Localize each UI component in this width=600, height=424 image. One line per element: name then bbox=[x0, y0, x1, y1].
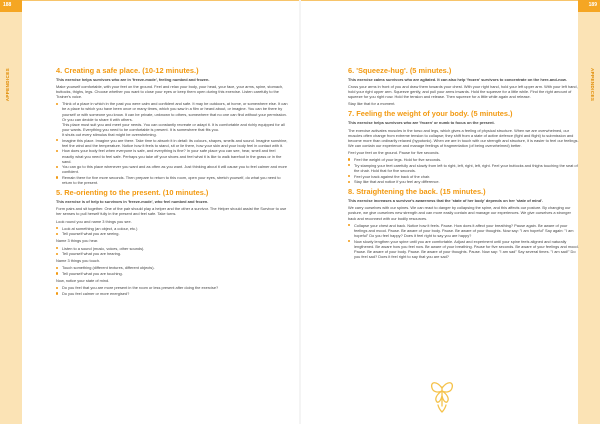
section-7-list bbox=[348, 157, 580, 184]
section-7-paragraph: The exercise activates muscles in the torso and legs, which gives a feeling of physical structure. When we are overwhelmed, our muscles often change from extreme tension to collapse; they shift from a state of active defence (fight and flight) to submission and become more than ordinarily relaxed (hypotonic). When we are in touch with our strength and structure, it is easier to feel our feelings. We can contain our experience and manage feelings of fragmentation (of being overwhelmed) better. bbox=[348, 127, 579, 148]
section-5-paragraph: Form pairs and sit together. One of the pair should play a helper and the other a survivor. The Helper should assist the Survivor to use her senses to pull herself fully in the present and feel safe. Take turns. bbox=[56, 206, 287, 217]
section-6-title: 6. 'Squeeze-hug'. (5 minutes.) bbox=[348, 66, 452, 75]
list-item: Look at something (an object, a colour, etc.) bbox=[56, 226, 288, 231]
list-item: Feel your back against the back of the chair. bbox=[348, 174, 580, 179]
section-4-intro: This exercise helps survivors who are in 'freeze-mode', feeling numbed and frozen. bbox=[56, 77, 210, 82]
list-item: Try stamping your feet carefully and slowly from left to right, left, right, left, right. Feel your buttocks and thighs touching the seat of the chair. Hold that for five seconds. bbox=[348, 163, 580, 173]
right-sidebar bbox=[578, 12, 600, 424]
section-4-list bbox=[56, 101, 288, 185]
left-page-number: 188 bbox=[3, 2, 12, 8]
list-item: Imagine this place. Imagine you are there. Take time to absorb it in detail: its colours, shapes, smells and sound. Imagine sunshine, feel the wind and the temperature. Notice how it feels to stand, sit or lie there, how your skin and your body feel in contact with it. bbox=[56, 138, 288, 148]
section-5-intro: This exercise is of help to survivors in 'freeze-mode', who feel numbed and frozen. bbox=[56, 199, 209, 205]
section-8-paragraph: We carry ourselves with our spines. We can react to danger by collapsing the spine, and this affects our posture. By changing our posture, we give ourselves new strength and can more easily contain and manage our experiences. We give ourselves a stronger back and reconnect with our bodily resources. bbox=[348, 205, 571, 221]
section-5-list-see bbox=[56, 226, 288, 237]
list-item: How does your body feel when everyone is safe, and everything is fine? In your safe place you can see, hear, smell and feel exactly what you need to feel safe. Perhaps you take off your shoes and feel what it is like to walk barefoot in the grass or in the sand. bbox=[56, 148, 288, 163]
section-5-prompt: Look round you and name 3 things you see. bbox=[56, 218, 132, 224]
list-item: Do you feel that you are more present in the room or less present after doing the exercise? bbox=[56, 285, 288, 290]
section-5-list-mind bbox=[56, 285, 288, 296]
list-item: Remain there for five more seconds. Then prepare to return to this room, open your eyes, stretch yourself, do what you need to return to the present. bbox=[56, 175, 288, 185]
section-4 bbox=[56, 66, 288, 185]
list-item: You can go to this place whenever you want and as often as you want. Just thinking about it will cause you to feel calmer and more confident. bbox=[56, 164, 288, 174]
list-item: Now slowly lengthen your spine until you are comfortable. Adjust and experiment until your spine feels aligned and naturally lengthened. Be aware how you feel now. Be aware of your breathing. Pause for five seconds. Be aware of your feelings and mood. Pause. Be aware of your body. Pause. Be aware of your thoughts. Pause. Now say: "I am sad" Say several times. "I am sad!" Do you feel sad? Does it feel right to say that you are sad? bbox=[348, 239, 580, 259]
list-item: Tell yourself what you are hearing. bbox=[56, 251, 288, 256]
section-8-intro: This exercise increases a survivor's awareness that the 'state of her body' depends on her 'state of mind'. bbox=[348, 198, 544, 204]
section-4-paragraph: Make yourself comfortable, with your feet on the ground. Feel and relax your body, your head, your face, your arms, spine, stomach, buttocks, thighs, legs. Choose whether you want to close your eyes or keep them open during this exercise. Listen carefully to the Trainer's voice. bbox=[56, 84, 284, 100]
left-side-label: APPENDICES bbox=[5, 68, 10, 102]
left-page-column bbox=[56, 66, 288, 299]
list-item: Listen to a sound (music, voices, other sounds). bbox=[56, 246, 288, 251]
page-gutter bbox=[299, 0, 301, 424]
list-item-continuation: It shuts out every stimulus that might be overwhelming. bbox=[62, 131, 157, 137]
list-item: Touch something (different textures, different objects). bbox=[56, 265, 288, 270]
section-5-prompt: Name 3 things you hear. bbox=[56, 238, 99, 244]
section-7-intro: This exercise helps survivors who are 'frozen' or numb to focus on the present. bbox=[348, 120, 495, 126]
section-5-list-hear bbox=[56, 246, 288, 257]
section-6-paragraph: Cross your arms in front of you and draw them towards your chest. With your right hand, hold your left upper arm. With your left hand, hold your right upper arm. Squeeze gently, and pull your arms inwards. Hold the squeeze for a little while. Find the right amount of squeeze for you right now. Hold the tension and release. Then squeeze for a little while again and release. bbox=[348, 84, 578, 100]
list-item: Stay like that and notice if you feel any difference. bbox=[348, 179, 580, 184]
section-5-title: 5. Re-orienting to the present. (10 minutes.) bbox=[56, 188, 209, 198]
butterfly-hands-icon bbox=[428, 378, 456, 414]
right-page-number: 189 bbox=[588, 2, 597, 8]
list-item: Tell yourself what you are touching. bbox=[56, 271, 288, 276]
section-5-prompt: Name 3 things you touch. bbox=[56, 258, 101, 264]
section-7-paragraph: Feel your feet on the ground. Pause for five seconds. bbox=[348, 149, 440, 155]
list-item: Feel the weight of your legs. Hold for five seconds. bbox=[348, 157, 580, 162]
section-8 bbox=[348, 187, 580, 259]
section-8-title: 8. Straightening the back. (15 minutes.) bbox=[348, 187, 486, 197]
section-5 bbox=[56, 188, 288, 296]
section-5-list-touch bbox=[56, 265, 288, 276]
section-7 bbox=[348, 109, 580, 184]
section-6 bbox=[348, 66, 580, 106]
list-item: Think of a place in which in the past you were calm and confident and safe. It may be outdoors, at home, or somewhere else. It can be a place to which you have been once or many times, which you saw in a film or heard about, or imagine. You can be there by yourself or with someone you know. It can be private, unknown to others, somewhere that no one can find without your permission. Or you can decide to share it with others. This place must suit you and meet your needs. You can constantly recreate or adapt it. It is comfortable and richly equipped for all your wants. Everything you need to be comfortable is present. It is somewhere that fits you. It shuts out every stimulus that might be overwhelming. bbox=[56, 101, 288, 137]
right-side-label: APPENDICES bbox=[590, 68, 595, 102]
section-7-title: 7. Feeling the weight of your body. (5 minutes.) bbox=[348, 109, 513, 119]
right-page-column bbox=[348, 66, 580, 262]
list-item: Do you feel calmer or more energised? bbox=[56, 291, 288, 296]
list-item: Collapse your chest and back. Notice how it feels. Pause. How does it affect your breathing? Pause again. Be aware of your feelings and mood. Pause. Be aware of your body. Pause. Be aware of your thoughts. Now say: "I am hopeful" Say again: "I am hopeful" Do you feel happy? Does it feel right to say you are happy? bbox=[348, 223, 580, 238]
section-4-title: 4. Creating a safe place. (10-12 minutes.) bbox=[56, 66, 199, 75]
section-5-prompt: Now, notice your state of mind. bbox=[56, 278, 110, 284]
section-6-intro: This exercise calms survivors who are agitated. It can also help 'frozen' survivors to concentrate on the here-and-now. bbox=[348, 77, 567, 82]
section-6-paragraph: Stay like that for a moment. bbox=[348, 101, 396, 107]
list-item: Tell yourself what you are seeing. bbox=[56, 231, 288, 236]
list-item-continuation: This place must suit you and meet your needs. You can constantly recreate or adapt it. It is comfortable and richly equipped for all your wants. Everything you need to be comfortable is present. It is somewhere that fits you. bbox=[62, 121, 285, 132]
section-8-list bbox=[348, 223, 580, 259]
left-sidebar bbox=[0, 12, 22, 424]
